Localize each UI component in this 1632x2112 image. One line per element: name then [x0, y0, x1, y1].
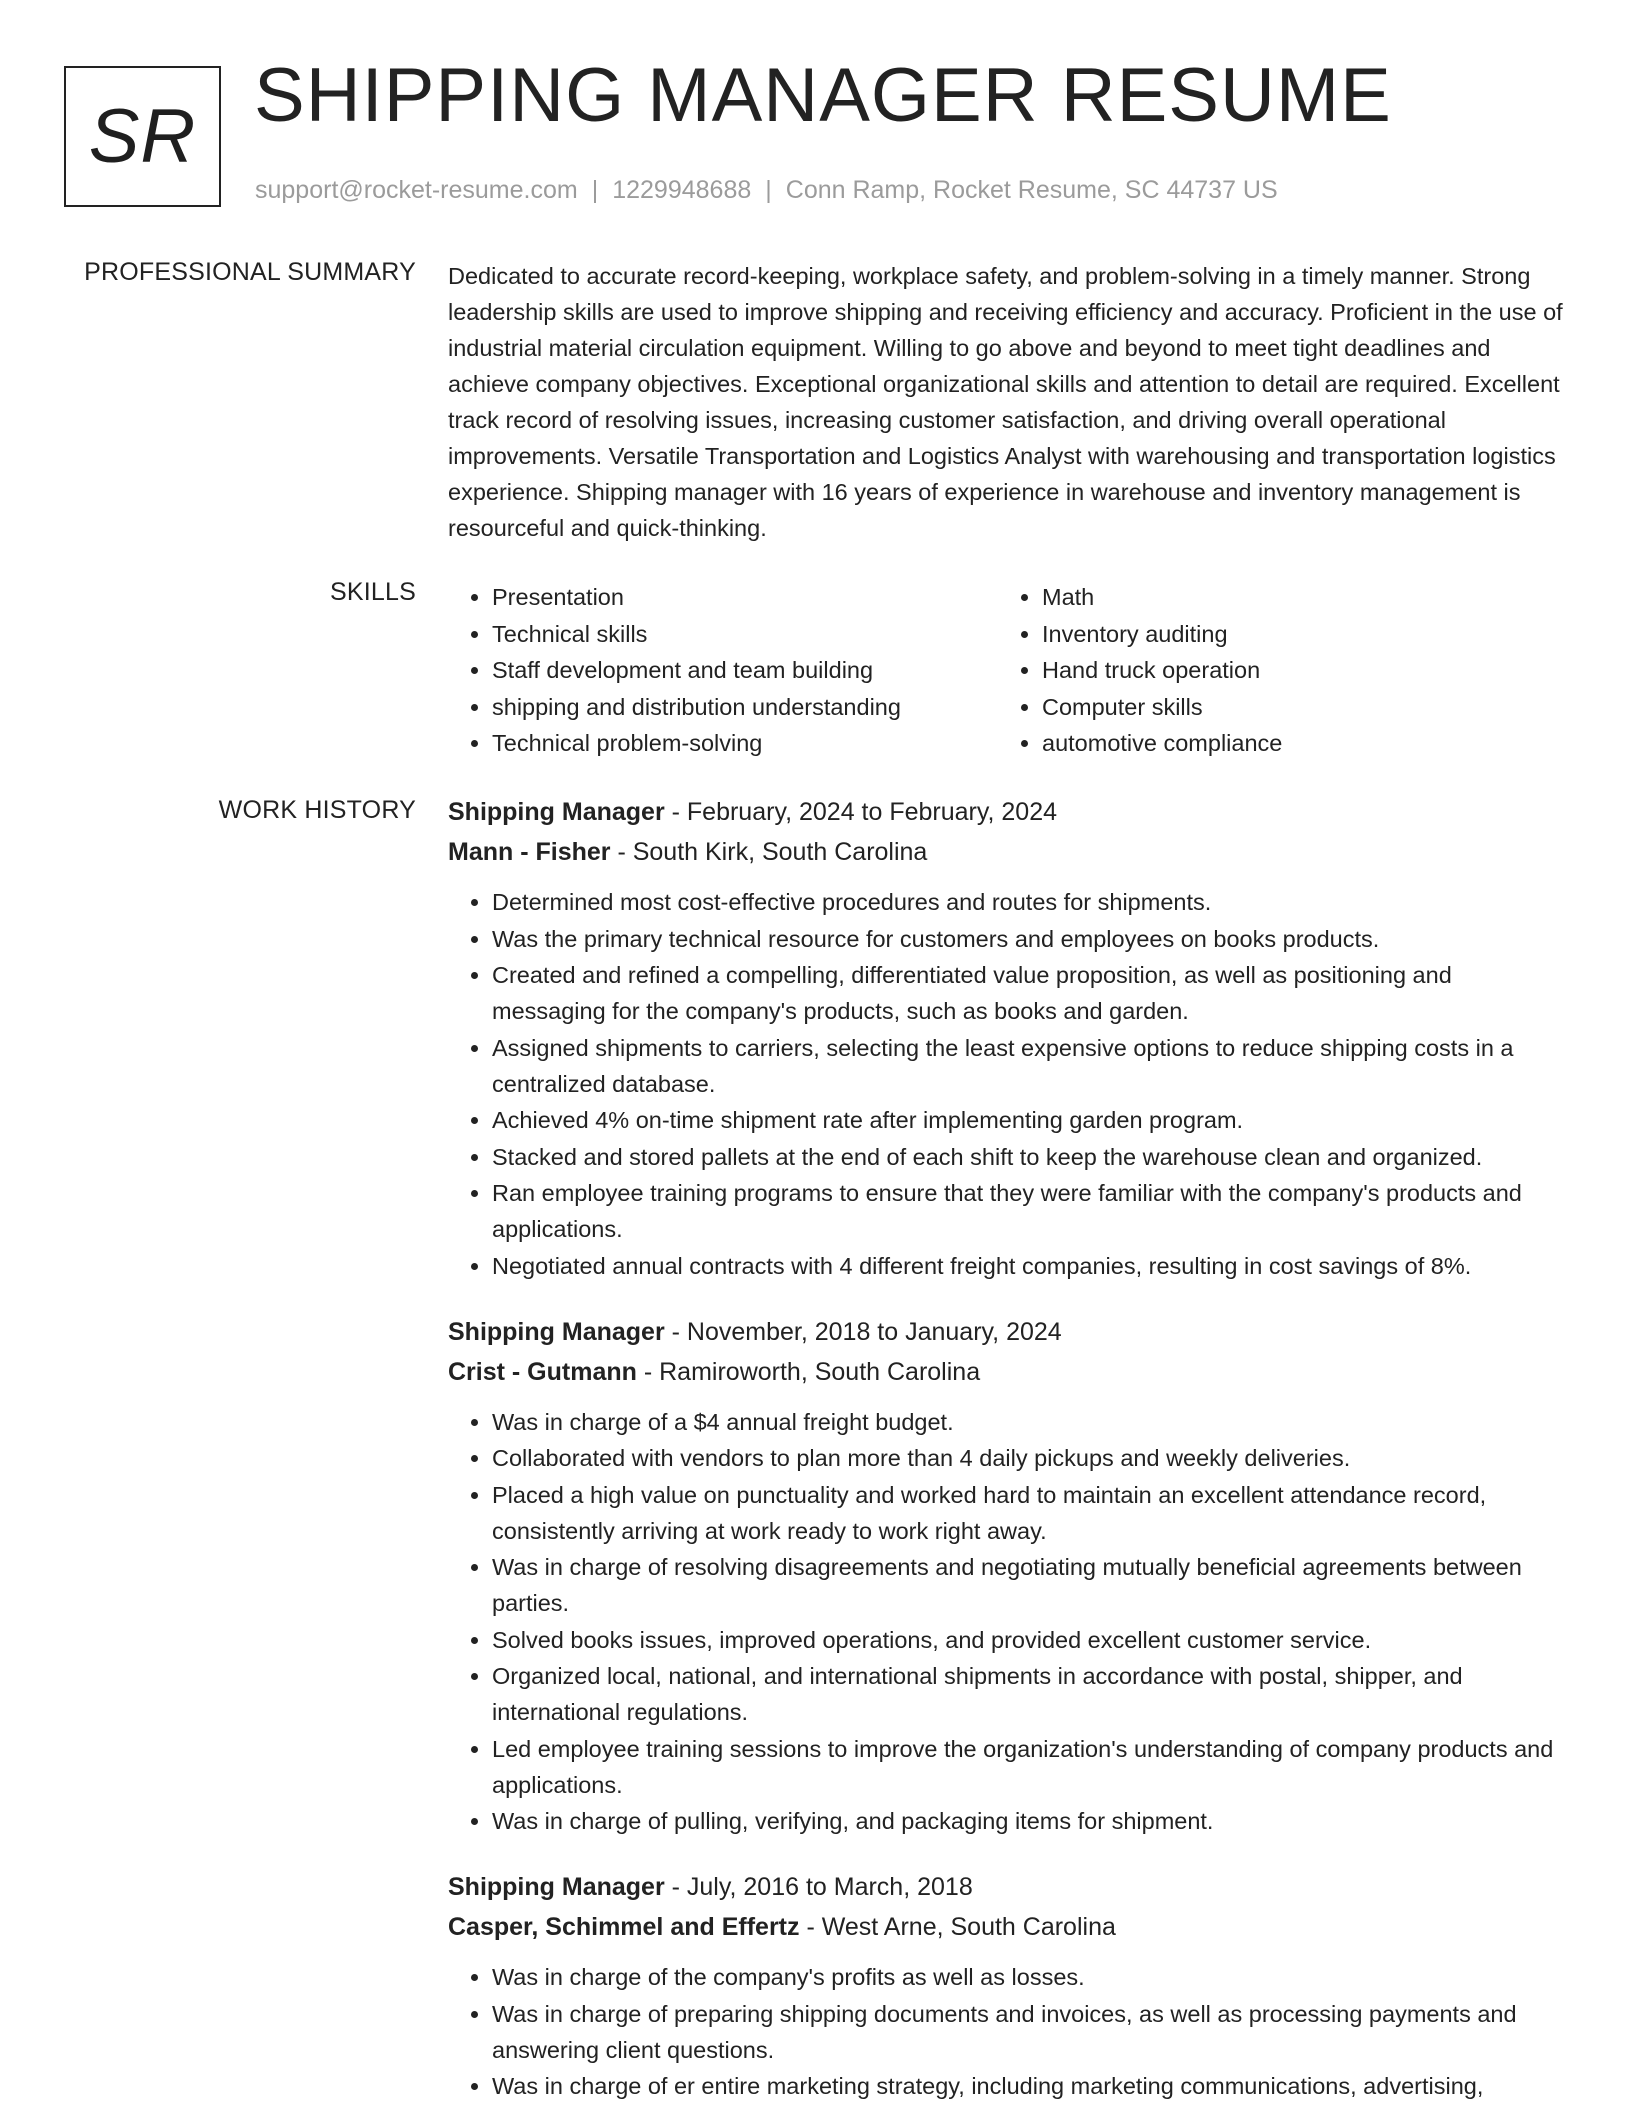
job-bullet: • Organized local, national, and international shipments in accordance with postal, shipper, and international regulations.	[492, 1658, 1570, 1730]
job-entry	[448, 792, 1570, 1284]
job-bullet: • Assigned shipments to carriers, selecting the least expensive options to reduce shipping costs in a centralized database.	[492, 1030, 1570, 1102]
job-company: Crist - Gutmann	[448, 1357, 637, 1386]
job-bullet: • Determined most cost-effective procedures and routes for shipments.	[492, 884, 1570, 920]
skills-section	[448, 579, 1570, 762]
job-bullet: • Solved books issues, improved operations, and provided excellent customer service.	[492, 1622, 1570, 1658]
job-bullet: • Led employee training sessions to improve the organization's understanding of company products and applications.	[492, 1731, 1570, 1803]
job-bullet: • Was in charge of the company's profits as well as losses.	[492, 1959, 1570, 1995]
job-location: - West Arne, South Carolina	[799, 1913, 1116, 1941]
job-title-line	[448, 792, 1570, 832]
summary-text: Dedicated to accurate record-keeping, workplace safety, and problem-solving in a timely manner. Strong leadership skills are used to improve shipping and receiving efficiency and accuracy. Proficient in the use of industrial material circulation equipment. Willing to go above and beyond to meet tight deadlines and achieve company objectives. Exceptional organizational skills and attention to detail are required. Excellent track record of resolving issues, increasing customer satisfaction, and driving overall operational improvements. Versatile Transportation and Logistics Analyst with warehousing and transportation logistics experience. Shipping manager with 16 years of experience in warehouse and inventory management is resourceful and quick-thinking.	[448, 263, 1563, 541]
job-location: - Ramiroworth, South Carolina	[636, 1357, 981, 1386]
contact-address: Conn Ramp, Rocket Resume, SC 44737 US	[785, 176, 1278, 204]
job-entry	[448, 1312, 1570, 1840]
skill-item: • Staff development and team building	[492, 652, 998, 689]
job-bullet: • Stacked and stored pallets at the end of each shift to keep the warehouse clean and organized.	[492, 1139, 1570, 1175]
page-title: SHIPPING MANAGER RESUME	[254, 53, 1392, 138]
job-dates: - November, 2018 to January, 2024	[664, 1317, 1062, 1346]
job-bullet: • Was the primary technical resource for customers and employees on books products.	[492, 921, 1570, 957]
job-bullet: • Created and refined a compelling, differentiated value proposition, as well as positioning and messaging for the company's products, such as books and garden.	[492, 957, 1570, 1029]
skill-item: • Inventory auditing	[1042, 616, 1548, 653]
contact-email: support@rocket-resume.com	[255, 176, 578, 204]
skills-list-left	[448, 579, 998, 762]
job-bullet: • Was in charge of resolving disagreements and negotiating mutually beneficial agreements between parties.	[492, 1549, 1570, 1621]
skill-item: • Presentation	[492, 579, 998, 616]
job-title: Shipping Manager	[448, 798, 665, 826]
job-dates: - February, 2024 to February, 2024	[664, 798, 1058, 826]
skill-item: • Technical problem-solving	[492, 725, 998, 762]
job-title: Shipping Manager	[448, 1317, 665, 1346]
job-title-line	[448, 1312, 1570, 1352]
work-history-section	[448, 792, 1570, 2112]
job-bullets	[448, 1404, 1570, 1840]
job-entry	[448, 1867, 1570, 2104]
skills-heading: SKILLS	[330, 578, 416, 606]
contact-separator: |	[765, 176, 772, 204]
skill-item: • automotive compliance	[1042, 725, 1548, 762]
job-company: Mann - Fisher	[448, 838, 611, 866]
skills-columns	[448, 579, 1570, 762]
job-company-line	[448, 832, 1570, 872]
job-bullet: • Collaborated with vendors to plan more than 4 daily pickups and weekly deliveries.	[492, 1440, 1570, 1476]
contact-phone: 1229948688	[612, 176, 752, 204]
job-bullet: • Was in charge of a $4 annual freight budget.	[492, 1404, 1570, 1440]
job-company-line	[448, 1907, 1570, 1947]
job-bullets	[448, 1959, 1570, 2104]
job-company-line	[448, 1352, 1570, 1392]
job-title-line	[448, 1867, 1570, 1907]
summary-heading: PROFESSIONAL SUMMARY	[84, 258, 416, 286]
job-bullet: • Was in charge of pulling, verifying, and packaging items for shipment.	[492, 1803, 1570, 1839]
job-bullet: • Ran employee training programs to ensure that they were familiar with the company's products and applications.	[492, 1175, 1570, 1247]
job-bullet: • Negotiated annual contracts with 4 different freight companies, resulting in cost savings of 8%.	[492, 1248, 1570, 1284]
skill-item: • Hand truck operation	[1042, 652, 1548, 689]
work-history-heading: WORK HISTORY	[218, 796, 416, 824]
skill-item: • Technical skills	[492, 616, 998, 653]
job-location: - South Kirk, South Carolina	[610, 838, 928, 866]
job-title: Shipping Manager	[448, 1873, 665, 1901]
skills-list-right	[998, 579, 1548, 762]
skill-item: • Computer skills	[1042, 689, 1548, 726]
contact-separator: |	[591, 176, 599, 204]
skill-item: • shipping and distribution understanding	[492, 689, 998, 726]
job-bullet: • Was in charge of preparing shipping documents and invoices, as well as processing payments and answering client questions.	[492, 1996, 1570, 2068]
job-bullet: • Was in charge of er entire marketing strategy, including marketing communications, advertising,	[492, 2068, 1570, 2104]
job-bullet: • Achieved 4% on-time shipment rate after implementing garden program.	[492, 1102, 1570, 1138]
job-dates: - July, 2016 to March, 2018	[664, 1873, 973, 1901]
contact-line	[255, 176, 1278, 205]
monogram-box	[64, 66, 221, 207]
job-bullets	[448, 884, 1570, 1284]
job-company: Casper, Schimmel and Effertz	[448, 1913, 800, 1941]
skill-item: • Math	[1042, 579, 1548, 616]
monogram-initials: SR	[88, 94, 197, 179]
summary-section	[448, 258, 1570, 546]
job-bullet: • Placed a high value on punctuality and worked hard to maintain an excellent attendance record, consistently arriving at work ready to work right away.	[492, 1477, 1570, 1549]
